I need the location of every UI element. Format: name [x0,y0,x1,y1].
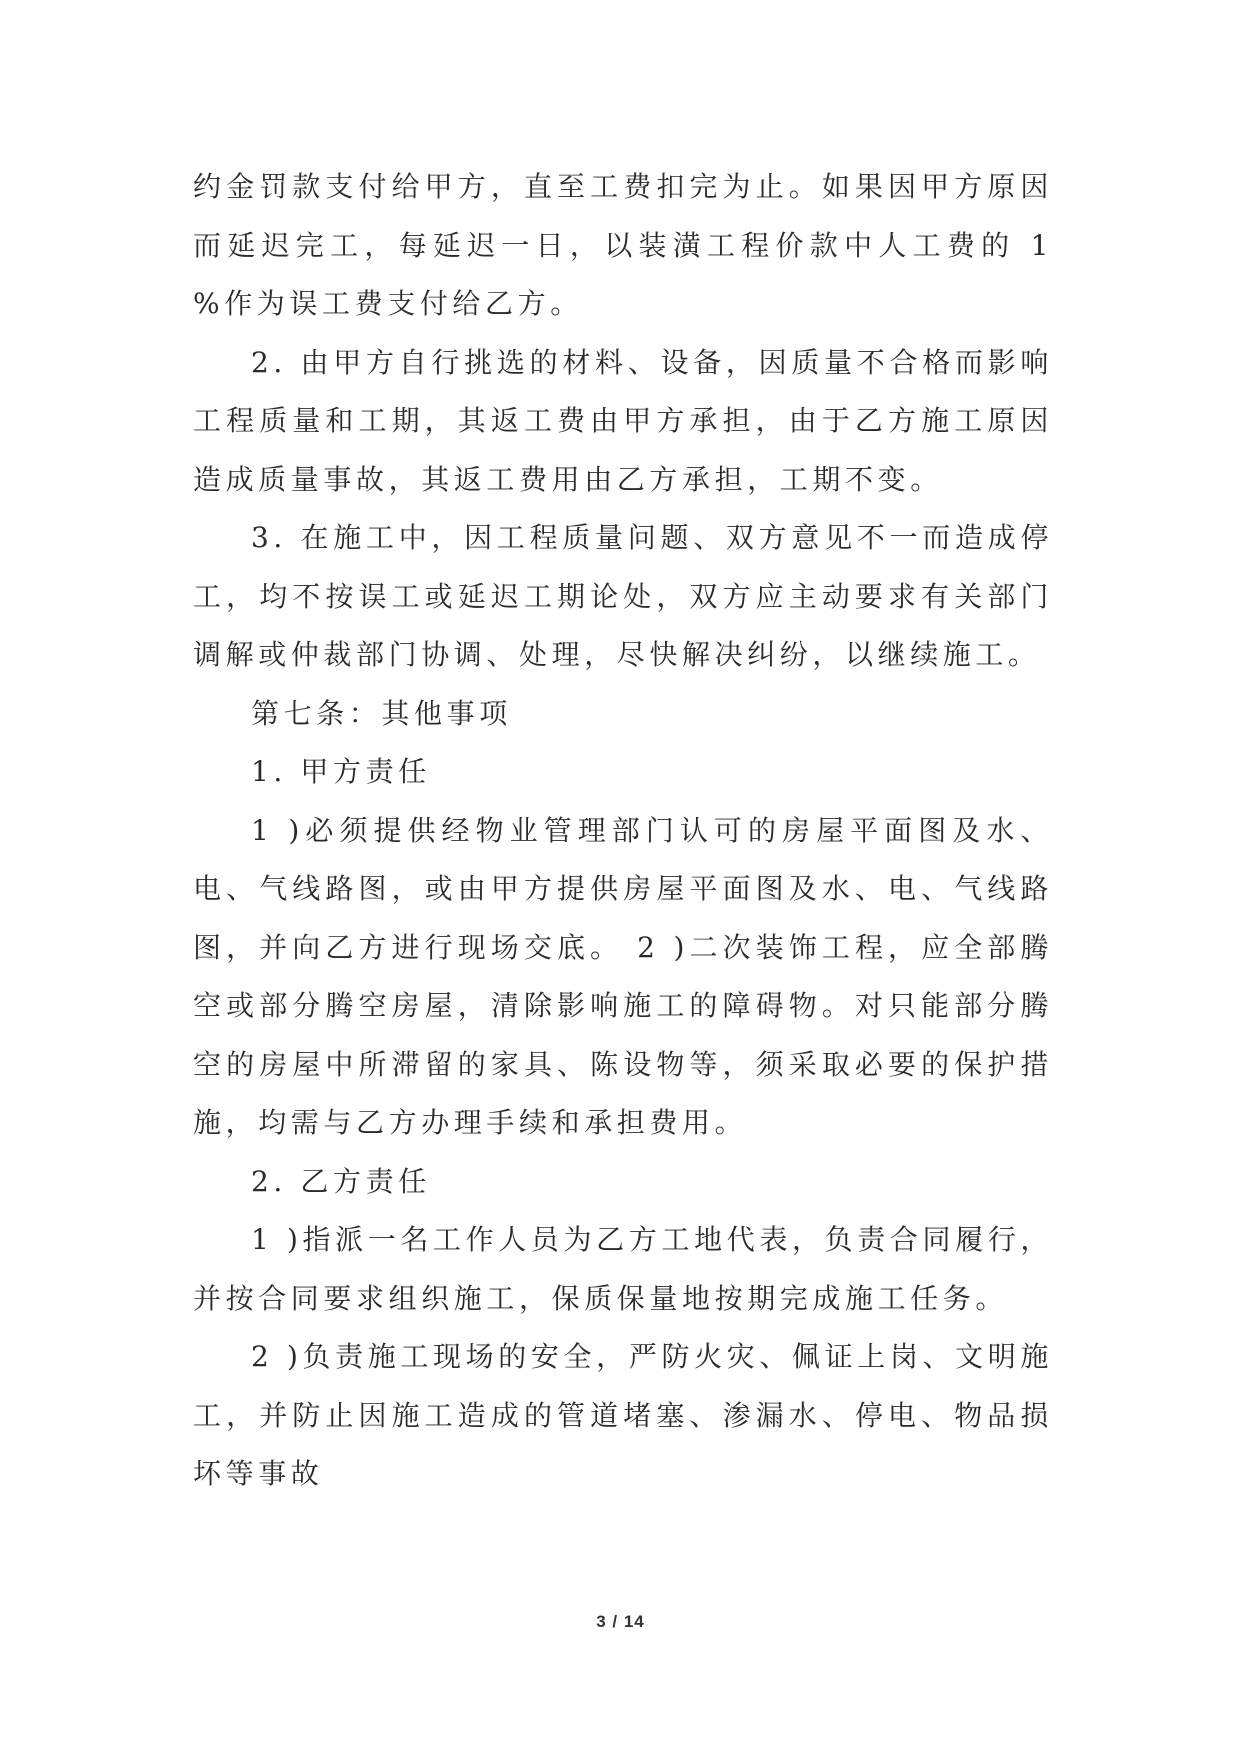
page-number: 3 / 14 [596,1612,645,1631]
subheading-party-a-duties: 1. 甲方责任 [251,755,431,788]
paragraph-party-b-duty-1: 1 )指派一名工作人员为乙方工地代表，负责合同履行，并按合同要求组织施工，保质保量地按期完成施工任务。 [193,1223,1053,1315]
document-body [193,158,1053,1504]
paragraph-party-a-duty-items: 1 )必须提供经物业管理部门认可的房屋平面图及水、电、气线路图，或由甲方提供房屋平面图及水、电、气线路图，并向乙方进行现场交底。 2 )二次装饰工程，应全部腾空或部分腾空房屋，清除影响施工的障碍物。对只能部分腾空的房屋中所滞留的家具、陈设物等，须采取必要的保护措施，均需与乙方办理手续和承担费用。 [193,813,1053,1139]
subheading-party-b-duties: 2. 乙方责任 [251,1164,431,1198]
paragraph-delay-penalty: 约金罚款支付给甲方，直至工费扣完为止。如果因甲方原因而延迟完工，每延迟一日，以装潢工程价款中人工费的 1 %作为误工费支付给乙方。 [193,170,1053,320]
paragraph-party-b-duty-2: 2 )负责施工现场的安全，严防火灾、佩证上岗、文明施工，并防止因施工造成的管道堵塞、渗漏水、停电、物品损坏等事故 [193,1340,1053,1490]
section-heading-article-7: 第七条：其他事项 [251,696,512,730]
paragraph-clause-3: 3. 在施工中，因工程质量问题、双方意见不一而造成停工，均不按误工或延迟工期论处，双方应主动要求有关部门调解或仲裁部门协调、处理，尽快解决纠纷，以继续施工。 [193,521,1053,671]
paragraph-clause-2: 2. 由甲方自行挑选的材料、设备，因质量不合格而影响工程质量和工期，其返工费由甲方承担，由于乙方施工原因造成质量事故，其返工费用由乙方承担，工期不变。 [193,345,1053,496]
